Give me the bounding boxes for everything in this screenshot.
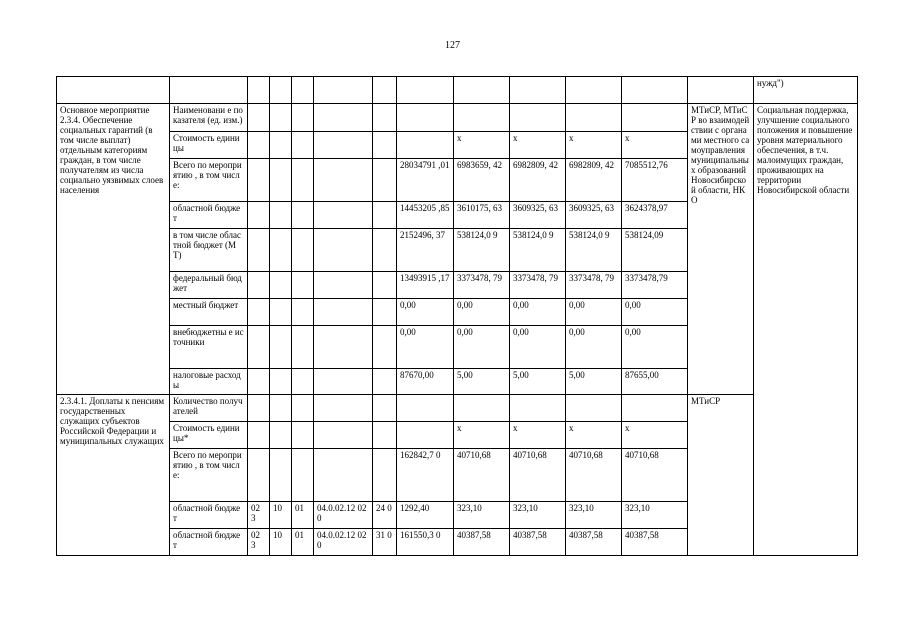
value-cell: 87655,00 <box>622 369 688 395</box>
value-cell: 162842,7 0 <box>397 449 454 502</box>
value-cell: 0,00 <box>454 326 510 369</box>
value-cell: 323,10 <box>622 502 688 529</box>
value-cell <box>397 422 454 449</box>
budget-code-cell <box>248 272 270 299</box>
value-cell: 6982809, 42 <box>510 159 566 202</box>
budget-code-cell <box>270 132 292 159</box>
budget-code-cell <box>373 132 397 159</box>
budget-code-cell <box>270 395 292 422</box>
indicator-label-cell: Стоимость единицы* <box>170 422 248 449</box>
budget-code-cell <box>314 202 373 229</box>
value-cell: 13493915 ,17 <box>397 272 454 299</box>
budget-code-cell <box>373 299 397 326</box>
value-cell: x <box>622 132 688 159</box>
budget-code-cell <box>373 159 397 202</box>
budget-code-cell <box>292 202 314 229</box>
value-cell: 0,00 <box>454 299 510 326</box>
budget-code-cell <box>314 449 373 502</box>
value-cell: 3609325, 63 <box>510 202 566 229</box>
indicator-label-cell: в том числе областной бюджет (МТ) <box>170 229 248 272</box>
budget-code-cell <box>248 369 270 395</box>
value-cell: 40387,58 <box>454 529 510 556</box>
indicator-label-cell: Всего по мероприятию , в том числе: <box>170 159 248 202</box>
value-cell <box>566 395 622 422</box>
budget-code-cell <box>248 422 270 449</box>
budget-code-cell <box>270 326 292 369</box>
value-cell: 7085512,76 <box>622 159 688 202</box>
indicator-label-cell: областной бюджет <box>170 502 248 529</box>
budget-code-cell <box>373 422 397 449</box>
value-cell: 538124,0 9 <box>510 229 566 272</box>
value-cell: x <box>510 132 566 159</box>
value-cell: 3373478,79 <box>622 272 688 299</box>
budget-code-cell <box>248 132 270 159</box>
budget-code-cell <box>373 272 397 299</box>
budget-code-cell <box>292 422 314 449</box>
budget-code-cell <box>314 422 373 449</box>
indicator-label-cell: Всего по мероприятию , в том числе: <box>170 449 248 502</box>
value-cell: 6983659, 42 <box>454 159 510 202</box>
value-cell: 323,10 <box>510 502 566 529</box>
budget-code-cell: 31 0 <box>373 529 397 556</box>
impact-cell: нужд") <box>754 77 858 104</box>
value-cell: 40710,68 <box>622 449 688 502</box>
value-cell: x <box>454 422 510 449</box>
value-cell: 3373478, 79 <box>454 272 510 299</box>
budget-code-cell: 02 3 <box>248 502 270 529</box>
value-cell: 3624378,97 <box>622 202 688 229</box>
value-cell: 0,00 <box>622 299 688 326</box>
event-name-cell: Основное мероприятие 2.3.4. Обеспечение социальных гарантий (в том числе выплат) отдельным категориям граждан, в том числе получателям из числа социально уязвимых слоев населения <box>57 104 170 395</box>
budget-code-cell <box>373 449 397 502</box>
indicator-label-cell: внебюджетны е источники <box>170 326 248 369</box>
value-cell: 0,00 <box>622 326 688 369</box>
value-cell: 538124,09 <box>622 229 688 272</box>
value-cell: 5,00 <box>454 369 510 395</box>
budget-code-cell <box>292 369 314 395</box>
value-cell <box>622 104 688 132</box>
indicator-label-cell: областной бюджет <box>170 529 248 556</box>
value-cell: 0,00 <box>397 326 454 369</box>
value-cell: x <box>510 422 566 449</box>
value-cell: 161550,3 0 <box>397 529 454 556</box>
budget-code-cell: 02 3 <box>248 529 270 556</box>
value-cell: x <box>454 132 510 159</box>
value-cell: 3373478, 79 <box>566 272 622 299</box>
budget-code-cell <box>248 202 270 229</box>
budget-code-cell <box>292 272 314 299</box>
value-cell <box>397 132 454 159</box>
budget-code-cell <box>270 422 292 449</box>
value-cell: 538124,0 9 <box>566 229 622 272</box>
value-cell: x <box>622 422 688 449</box>
event-name-cell: 2.3.4.1. Доплаты к пенсиям государственных служащих субъектов Российской Федерации и муниципальных служащих <box>57 395 170 556</box>
budget-code-cell <box>270 159 292 202</box>
budget-code-cell <box>292 299 314 326</box>
budget-code-cell <box>314 369 373 395</box>
value-cell: 40710,68 <box>454 449 510 502</box>
budget-code-cell: 10 <box>270 502 292 529</box>
indicator-label-cell: Наименовани е показателя (ед. изм.) <box>170 104 248 132</box>
value-cell: 40710,68 <box>510 449 566 502</box>
budget-code-cell <box>314 272 373 299</box>
value-cell: 3373478, 79 <box>510 272 566 299</box>
budget-code-cell <box>270 272 292 299</box>
value-cell <box>622 395 688 422</box>
value-cell: 6982809, 42 <box>566 159 622 202</box>
value-cell: 3609325, 63 <box>566 202 622 229</box>
budget-code-cell: 01 <box>292 502 314 529</box>
value-cell <box>510 395 566 422</box>
value-cell: x <box>566 132 622 159</box>
indicator-label-cell: федеральный бюджет <box>170 272 248 299</box>
budget-code-cell <box>314 159 373 202</box>
budget-code-cell <box>248 229 270 272</box>
value-cell: 0,00 <box>510 299 566 326</box>
budget-code-cell <box>248 104 270 132</box>
indicator-label-cell: областной бюджет <box>170 202 248 229</box>
budget-code-cell: 10 <box>270 529 292 556</box>
value-cell: 0,00 <box>566 326 622 369</box>
budget-code-cell <box>373 229 397 272</box>
page-number: 127 <box>445 40 460 51</box>
value-cell: 323,10 <box>566 502 622 529</box>
value-cell: 40710,68 <box>566 449 622 502</box>
budget-code-cell <box>314 326 373 369</box>
executor-cell: МТиСР <box>688 395 754 556</box>
budget-code-cell <box>292 449 314 502</box>
value-cell <box>566 104 622 132</box>
value-cell: 323,10 <box>454 502 510 529</box>
value-cell: 0,00 <box>397 299 454 326</box>
value-cell: 2152496, 37 <box>397 229 454 272</box>
value-cell: 3610175, 63 <box>454 202 510 229</box>
budget-code-cell <box>314 132 373 159</box>
budget-code-cell <box>373 104 397 132</box>
budget-code-cell <box>270 369 292 395</box>
value-cell: 87670,00 <box>397 369 454 395</box>
value-cell: 40387,58 <box>510 529 566 556</box>
indicator-label-cell: Стоимость единицы <box>170 132 248 159</box>
budget-code-cell <box>292 229 314 272</box>
table-row <box>57 395 858 422</box>
budget-code-cell: 24 0 <box>373 502 397 529</box>
executor-cell: МТиСР, МТиСР во взаимодействии с органами местного самоуправления муниципальных образований Новосибирской области, НКО <box>688 104 754 395</box>
value-cell: 0,00 <box>510 326 566 369</box>
impact-cell: Социальная поддержка, улучшение социального положения и повышение уровня материального обеспечения, в т.ч. малоимущих граждан, проживающих на территории Новосибирской области <box>754 104 858 556</box>
budget-code-cell <box>314 299 373 326</box>
budget-code-cell <box>373 326 397 369</box>
budget-code-cell <box>314 229 373 272</box>
value-cell: 1292,40 <box>397 502 454 529</box>
budget-code-cell <box>292 104 314 132</box>
budget-code-cell <box>248 159 270 202</box>
value-cell: 28034791 ,01 <box>397 159 454 202</box>
value-cell: 0,00 <box>566 299 622 326</box>
budget-code-cell <box>314 104 373 132</box>
value-cell <box>397 104 454 132</box>
budget-code-cell: 04.0.02.12 020 <box>314 529 373 556</box>
top-row <box>57 77 858 104</box>
budget-code-cell <box>248 326 270 369</box>
budget-code-cell <box>373 369 397 395</box>
value-cell: 5,00 <box>510 369 566 395</box>
budget-code-cell <box>248 299 270 326</box>
budget-code-cell <box>292 132 314 159</box>
value-cell: 40387,58 <box>566 529 622 556</box>
indicator-label-cell: местный бюджет <box>170 299 248 326</box>
budget-code-cell <box>248 449 270 502</box>
value-cell: 538124,0 9 <box>454 229 510 272</box>
budget-code-cell <box>270 229 292 272</box>
budget-code-cell <box>292 326 314 369</box>
budget-code-cell <box>270 104 292 132</box>
table-row <box>57 104 858 132</box>
budget-code-cell <box>248 395 270 422</box>
budget-code-cell <box>373 395 397 422</box>
budget-code-cell: 04.0.02.12 020 <box>314 502 373 529</box>
budget-code-cell <box>270 449 292 502</box>
budget-code-cell <box>373 202 397 229</box>
budget-code-cell: 01 <box>292 529 314 556</box>
value-cell: 40387,58 <box>622 529 688 556</box>
value-cell <box>454 104 510 132</box>
value-cell <box>454 395 510 422</box>
value-cell: 5,00 <box>566 369 622 395</box>
value-cell: 14453205 ,85 <box>397 202 454 229</box>
value-cell <box>397 395 454 422</box>
indicator-label-cell: налоговые расходы <box>170 369 248 395</box>
budget-code-cell <box>270 299 292 326</box>
program-table <box>56 76 858 556</box>
budget-code-cell <box>270 202 292 229</box>
value-cell <box>510 104 566 132</box>
indicator-label-cell: Количество получателей <box>170 395 248 422</box>
budget-code-cell <box>314 395 373 422</box>
value-cell: x <box>566 422 622 449</box>
budget-code-cell <box>292 395 314 422</box>
budget-code-cell <box>292 159 314 202</box>
